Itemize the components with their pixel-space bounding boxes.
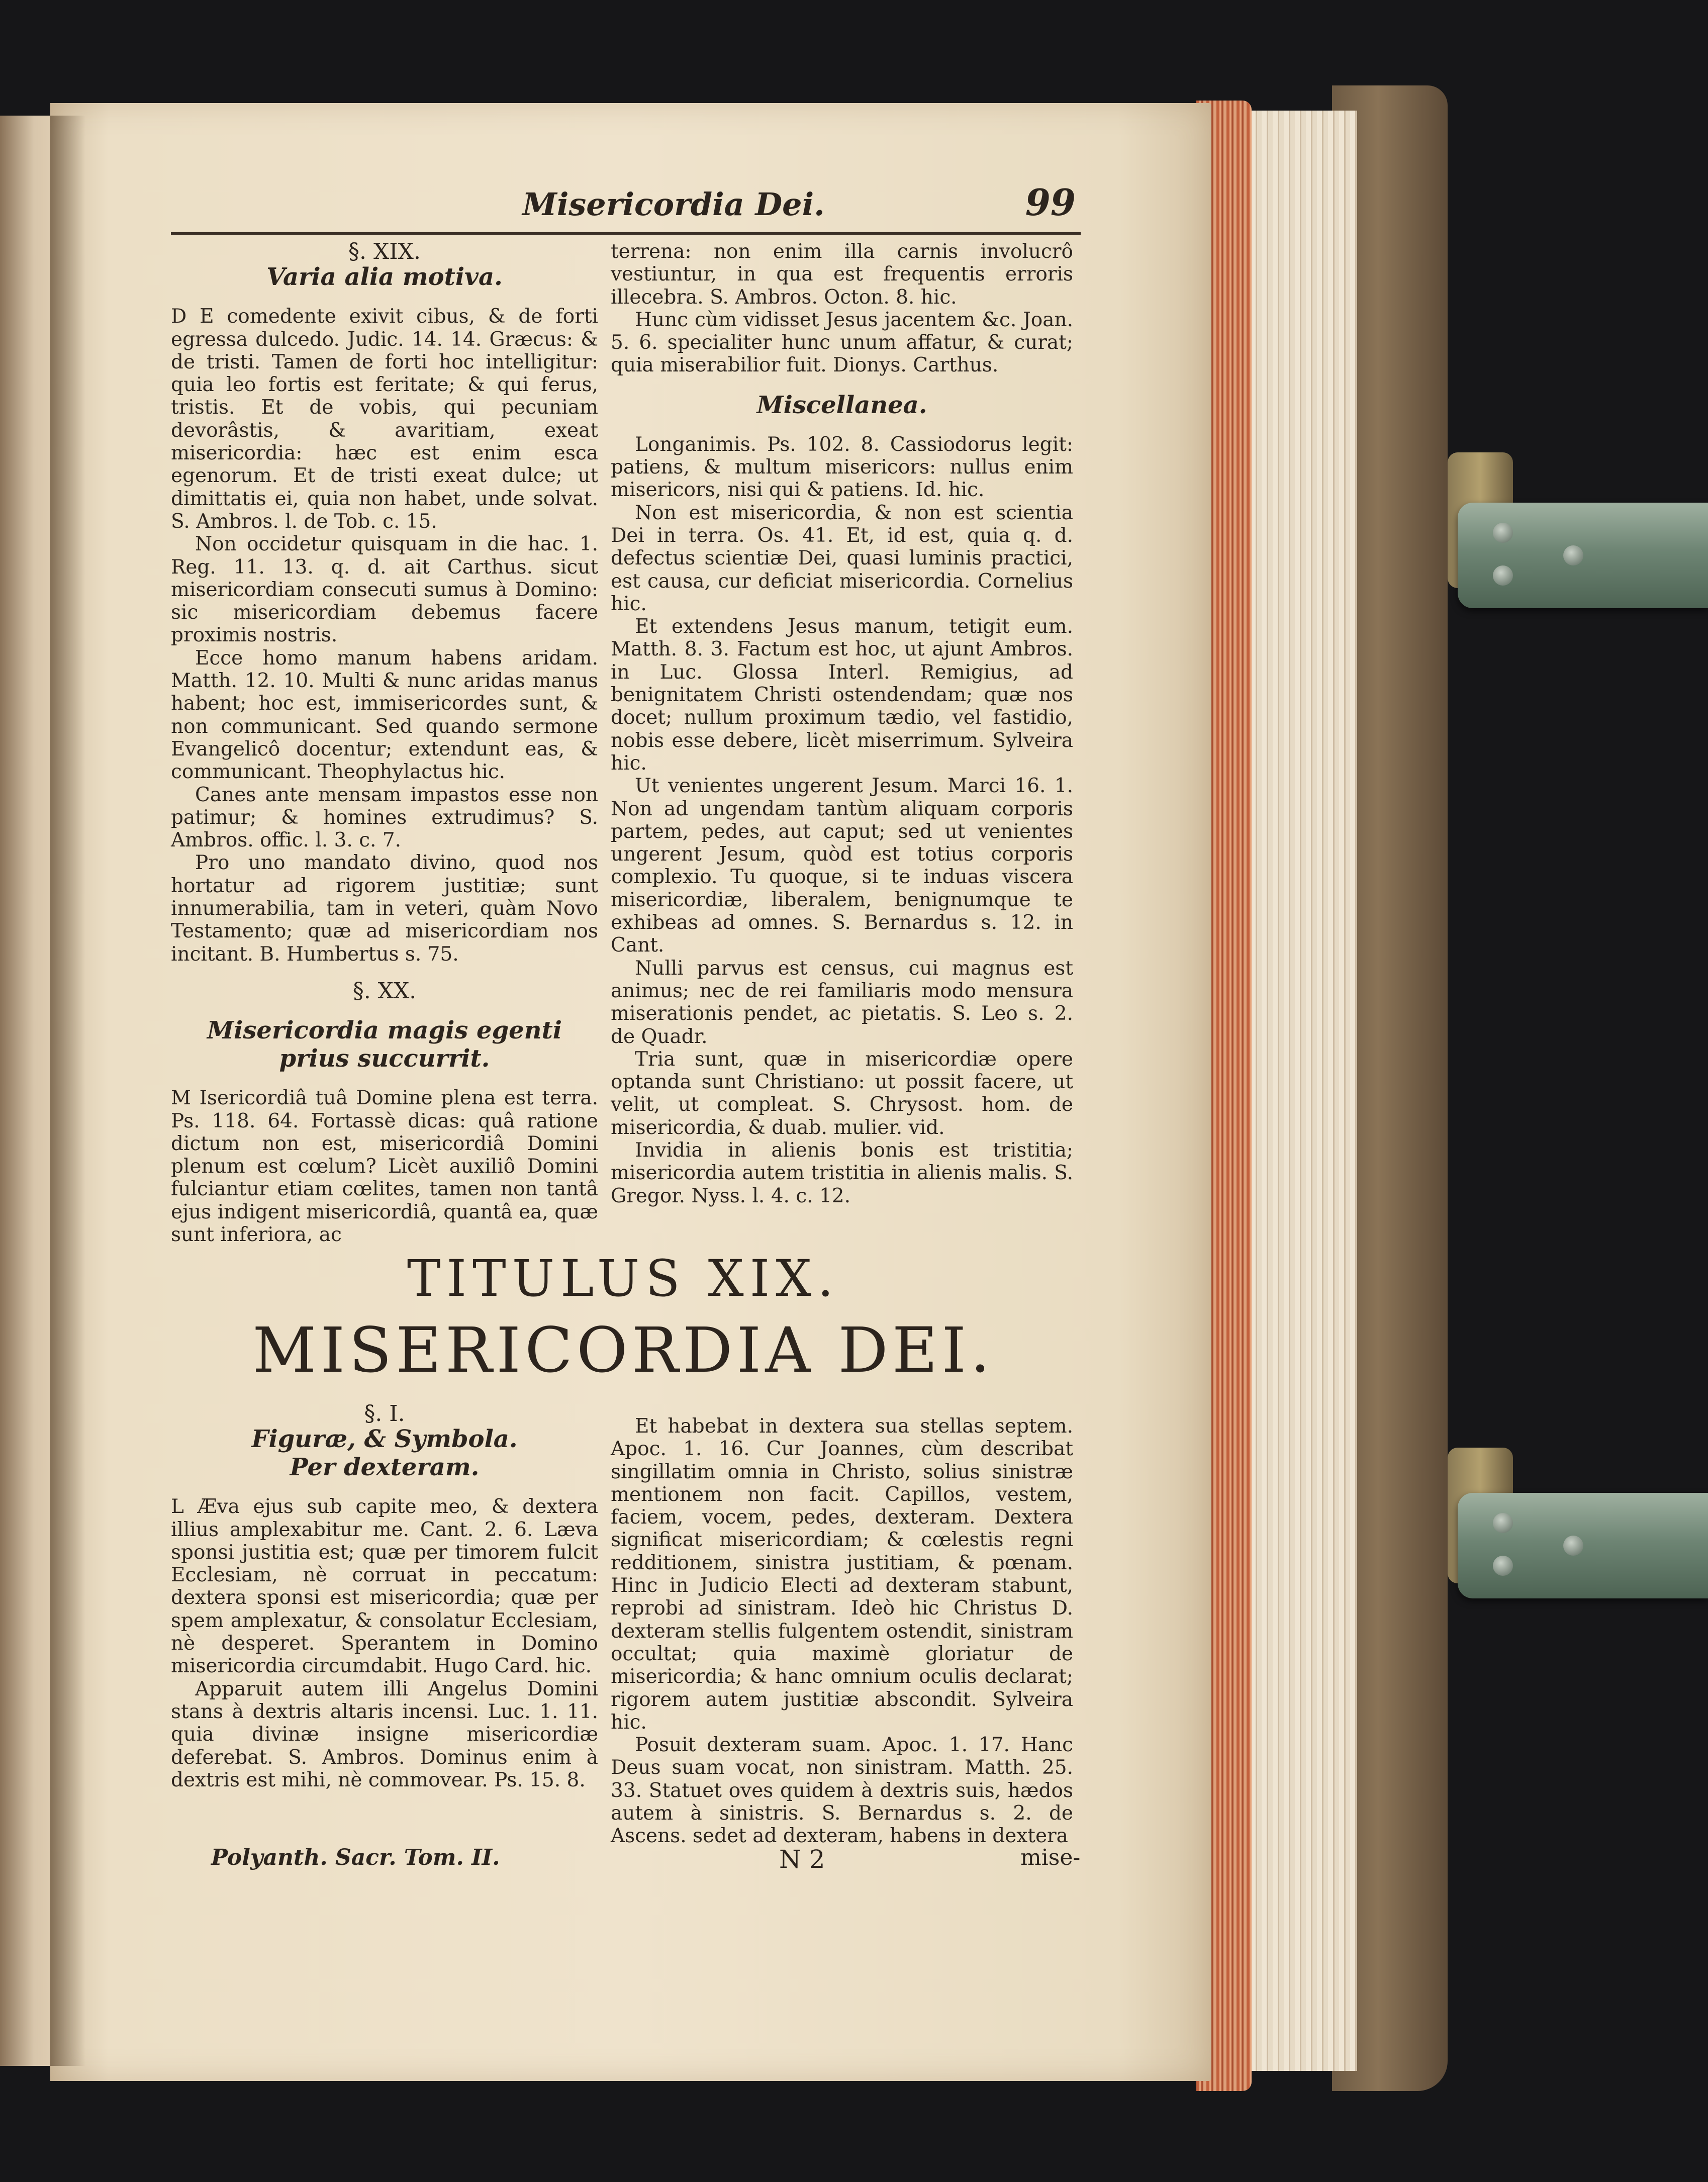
paragraph: Posuit dexteram suam. Apoc. 1. 17. Hanc Deus suam vocat, non sinistram. Matth. 25. 33. Statuet oves quidem à dextris suis, hædos autem à sinistris. S. Bernardus s. 2. de Ascens. sedet ad dexteram, habens in dextera: [611, 1734, 1073, 1848]
gutter-shadow: [50, 116, 85, 2066]
paragraph: Hunc cùm vidisset Jesus jacentem &c. Joan. 5. 6. specialiter hunc unum affatur, & curat; quia miserabilior fuit. Dionys. Carthus.: [611, 308, 1073, 377]
section-subheading: Figuræ, & Symbola.: [251, 1425, 518, 1454]
left-column-top: [171, 240, 598, 1246]
paragraph: D E comedente exivit cibus, & de forti egressa dulcedo. Judic. 14. 14. Græcus: & de tristi. Tamen de forti hoc intelligitur: quia leo fortis est feritate; & qui ferus, tristis. Et de vobis, qui pecuniam devorâstis, & avaritiam, exeat misericordia: hæc est enim esca egenorum. Et de tristi exeat dulce; ut dimittatis ei, quia non habet, unde solvat. S. Ambros. l. de Tob. c. 15.: [171, 305, 598, 533]
section-subheading: Varia alia motiva.: [266, 263, 503, 292]
paragraph: Tria sunt, quæ in misericordiæ opere optanda sunt Christiano: ut possit facere, ut velit, ut compleat. S. Chrysost. hom. de misericordia, & duab. mulier. vid.: [611, 1048, 1073, 1139]
running-head: [171, 181, 1076, 236]
paragraph: L Æva ejus sub capite meo, & dextera illius amplexabitur me. Cant. 2. 6. Læva sponsi justitia est; quæ per timorem fulcit Ecclesiam, nè corruat in peccatum: dextera sponsi est misericordia; quæ per spem amplexatur, & consolatur Ecclesiam, nè desperet. Sperantem in Domino misericordia circumdabit. Hugo Card. hic.: [171, 1495, 598, 1678]
section-heading: §. XIX.: [348, 239, 421, 264]
paragraph: M Isericordiâ tuâ Domine plena est terra. Ps. 118. 64. Fortassè dicas: quâ ratione dictum non est, misericordiâ Domini plenum est cœlum? Licèt auxiliô Domini fulciantur etiam cœlites, tamen non tantâ ejus indigent misericordiâ, quantâ ea, quæ sunt inferiora, ac: [171, 1087, 598, 1246]
paragraph: Pro uno mandato divino, quod nos hortatur ad rigorem justitiæ; sunt innumerabilia, tam in veteri, quàm Novo Testamento; quæ ad misericordiam nos incitant. B. Humbertus s. 75.: [171, 851, 598, 966]
paragraph: Invidia in alienis bonis est tristitia; misericordia autem tristitia in alienis malis. S. Gregor. Nyss. l. 4. c. 12.: [611, 1139, 1073, 1207]
paragraph: Ecce homo manum habens aridam. Matth. 12. 10. Multi & nunc aridas manus habent; hoc est, immisericordes sunt, & non communicant. Sed quando sermone Evangelicô docentur; extendunt eas, & communicant. Theophylactus hic.: [171, 646, 598, 784]
chapter-title: MISERICORDIA DEI.: [252, 1314, 994, 1387]
section-heading: §. I.: [364, 1401, 405, 1427]
left-column-bottom: [171, 1402, 598, 1791]
metal-clasp-top: [1458, 503, 1708, 608]
section-heading: §. XX.: [352, 978, 417, 1004]
titulus-heading: TITULUS XIX.: [407, 1249, 840, 1308]
paragraph: Nulli parvus est census, cui magnus est animus; nec de rei familiaris modo mensura miserationis pendet, ac pietatis. S. Leo s. 2. de Quadr.: [611, 957, 1073, 1048]
right-column-top: [611, 240, 1073, 1207]
paragraph: Apparuit autem illi Angelus Domini stans à dextris altaris incensi. Luc. 1. 11. quia divinæ insigne misericordiæ deferebat. S. Ambros. Dominus enim à dextris est mihi, nè commovear. Ps. 15. 8.: [171, 1677, 598, 1791]
paragraph: Canes ante mensam impastos esse non patimur; & homines extrudimus? S. Ambros. offic. l. 3. c. 7.: [171, 783, 598, 852]
section-subheading: Miscellanea.: [756, 391, 927, 419]
paragraph: Et extendens Jesus manum, tetigit eum. Matth. 8. 3. Factum est hoc, ut ajunt Ambros. in Luc. Glossa Interl. Remigius, ad benignitatem Christi ostendendam; quæ nos docet; nullum proximum tædio, vel fastidio, nobis esse debere, licèt miserrimum. Sylveira hic.: [611, 615, 1073, 775]
paragraph: Ut venientes ungerent Jesum. Marci 16. 1. Non ad ungendam tantùm aliquam corporis partem, pedes, aut caput; sed ut venientes ungerent Jesum, quòd est totius corporis complexio. Tu quoque, si te induas viscera misericordiæ, liberalem, benignumque te exhibeas ad omnes. S. Bernardus s. 12. in Cant.: [611, 775, 1073, 957]
paragraph: Non occidetur quisquam in die hac. 1. Reg. 11. 13. q. d. ait Carthus. sicut misericordiam consecuti sumus à Domino: sic misericordiam debemus facere proximis nostris.: [171, 533, 598, 647]
right-column-bottom: [611, 1415, 1073, 1848]
paragraph: Longanimis. Ps. 102. 8. Cassiodorus legit: patiens, & multum misericors: nullus enim misericors, nisi qui & patiens. Id. hic.: [611, 433, 1073, 502]
section-subheading: Per dexteram.: [290, 1453, 480, 1482]
signature-mark: N 2: [779, 1845, 825, 1874]
signature-line: Polyanth. Sacr. Tom. II.: [211, 1845, 500, 1870]
running-head-title: Misericordia Dei.: [522, 186, 825, 223]
page-number: 99: [1025, 181, 1076, 224]
paragraph: Et habebat in dextera sua stellas septem. Apoc. 1. 16. Cur Joannes, cùm describat singillatim omnia in Christo, solius sinistræ mentionem non facit. Capillos, vestem, faciem, vocem, pedes, dexteram. Dextera significat misericordiam; & cœlestis regni redditionem, sinistra justitiam, & pœnam. Hinc in Judicio Electi ad dexteram stabunt, reprobi ad sinistram. Ideò hic Christus D. dexteram stellis fulgentem ostendit, sinistram occultat; quia maximè gloriatur de misericordia; & hanc omnium oculis declarat; rigorem autem justitiæ abscondit. Sylveira hic.: [611, 1415, 1073, 1734]
head-rule: [171, 232, 1081, 235]
metal-clasp-bottom: [1458, 1493, 1708, 1598]
catchword: mise-: [1020, 1845, 1081, 1870]
paragraph: Non est misericordia, & non est scientia Dei in terra. Os. 41. Et, id est, quia q. d. defectus scientiæ Dei, quasi luminis practici, est causa, cur deficiat misericordia. Cornelius hic.: [611, 501, 1073, 615]
paragraph: terrena: non enim illa carnis involucrô vestiuntur, in qua est frequentis erroris illecebra. S. Ambros. Octon. 8. hic.: [611, 240, 1073, 309]
section-subheading: Misericordia magis egenti prius succurrit.: [207, 1016, 562, 1073]
